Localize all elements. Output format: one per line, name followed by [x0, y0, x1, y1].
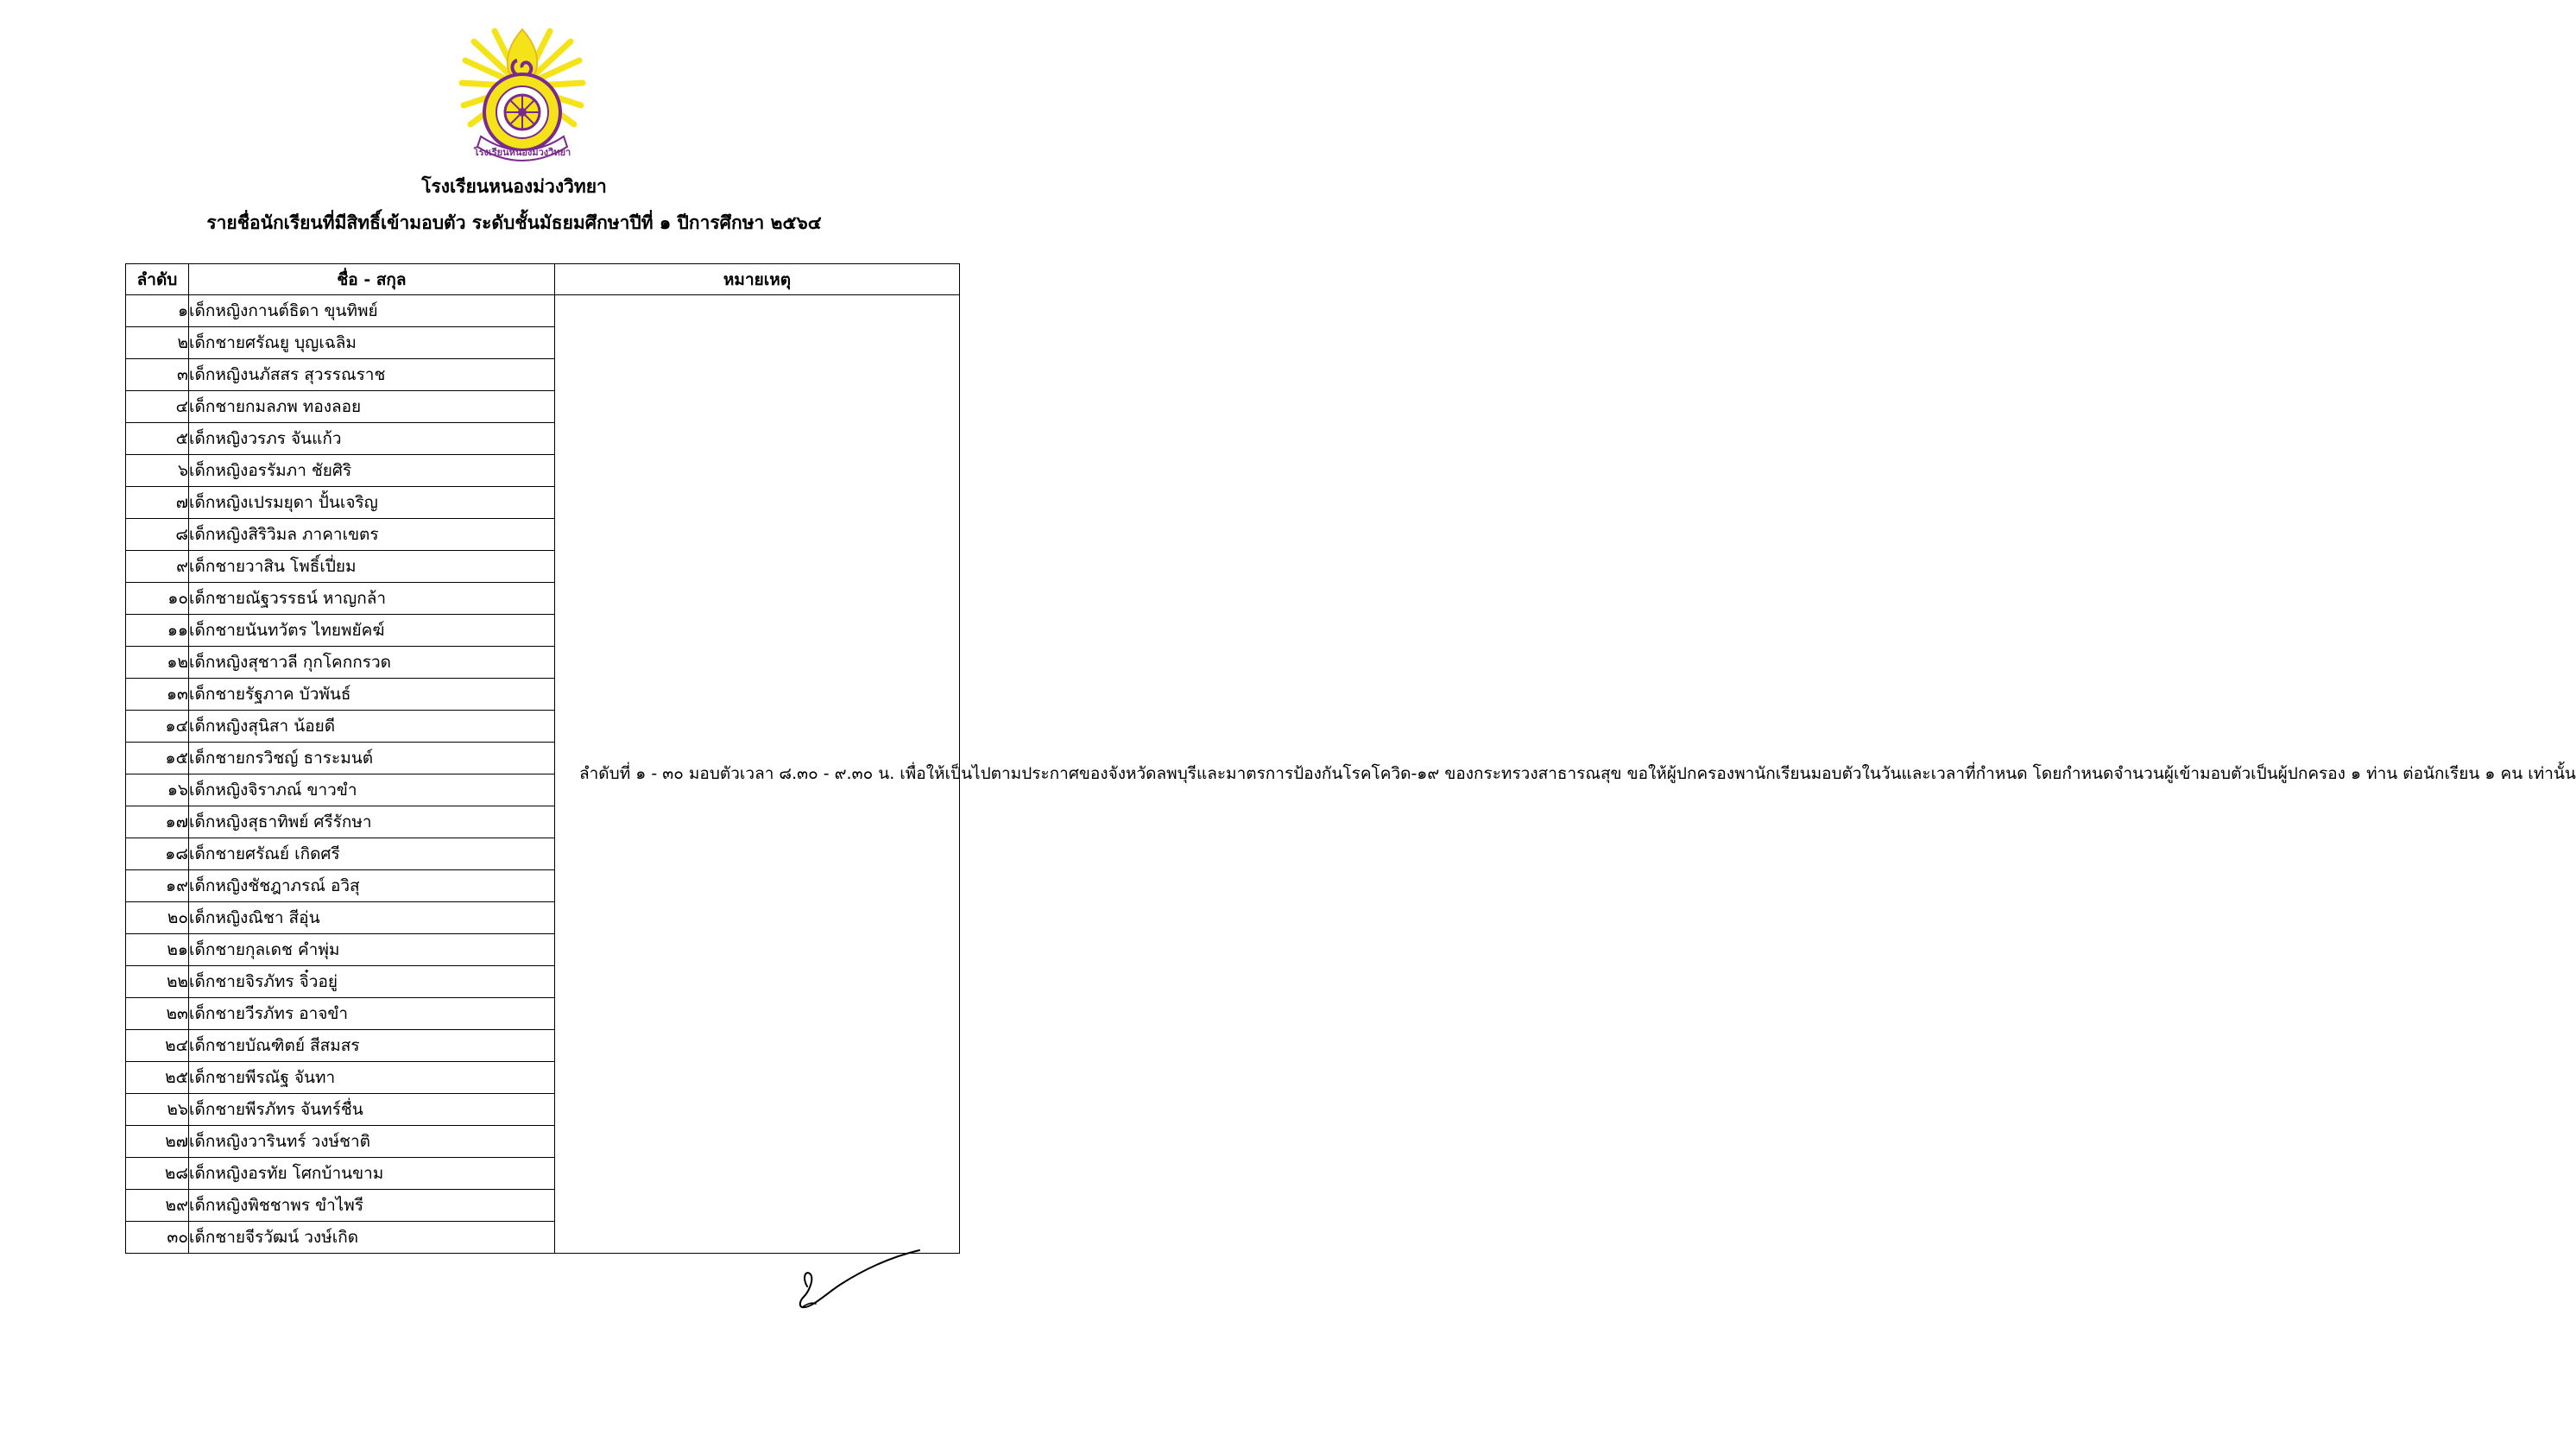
student-name: เด็กหญิงอรทัย โศกบ้านขาม — [189, 1158, 555, 1190]
student-name: เด็กหญิงสุธาทิพย์ ศรีรักษา — [189, 806, 555, 838]
row-number: ๗ — [126, 487, 189, 519]
row-number: ๙ — [126, 551, 189, 583]
student-name: เด็กชายศรัณยู บุญเฉลิม — [189, 327, 555, 359]
row-number: ๑๗ — [126, 806, 189, 838]
row-number: ๒๙ — [126, 1190, 189, 1222]
handwritten-signature-icon — [790, 1243, 928, 1312]
student-name: เด็กหญิงเปรมยุดา ปั้นเจริญ — [189, 487, 555, 519]
column-header-name: ชื่อ - สกุล — [189, 264, 555, 295]
row-number: ๒๐ — [126, 902, 189, 934]
document-title: รายชื่อนักเรียนที่มีสิทธิ์เข้ามอบตัว ระดับชั้นมัธยมศึกษาปีที่ ๑ ปีการศึกษา ๒๕๖๔ — [206, 212, 822, 233]
school-logo — [460, 26, 584, 168]
student-name: เด็กหญิงพิชชาพร ขำไพรี — [189, 1190, 555, 1222]
table-header-row — [126, 264, 960, 295]
student-name: เด็กชายณัฐวรรธน์ หาญกล้า — [189, 583, 555, 615]
remarks-cell — [555, 295, 2576, 1254]
student-name: เด็กชายกมลภพ ทองลอย — [189, 391, 555, 423]
row-number: ๑๖ — [126, 774, 189, 806]
row-number: ๘ — [126, 519, 189, 551]
student-name: เด็กหญิงสุนิสา น้อยดี — [189, 711, 555, 743]
row-number: ๑๐ — [126, 583, 189, 615]
row-number: ๒๓ — [126, 998, 189, 1030]
student-name: เด็กหญิงวารินทร์ วงษ์ชาติ — [189, 1126, 555, 1158]
column-header-note: หมายเหตุ — [555, 264, 960, 295]
table-body — [126, 295, 2576, 1254]
row-number: ๑๒ — [126, 647, 189, 679]
student-name: เด็กหญิงกานต์ธิดา ขุนทิพย์ — [189, 295, 555, 327]
svg-text:โรงเรียนหนองม่วงวิทยา: โรงเรียนหนองม่วงวิทยา — [473, 147, 571, 158]
student-name: เด็กชายวีรภัทร อาจขำ — [189, 998, 555, 1030]
student-name: เด็กชายบัณฑิตย์ สีสมสร — [189, 1030, 555, 1062]
row-number: ๒๘ — [126, 1158, 189, 1190]
row-number: ๑๙ — [126, 870, 189, 902]
student-name: เด็กหญิงนภัสสร สุวรรณราช — [189, 359, 555, 391]
student-name: เด็กหญิงสิริวิมล ภาคาเขตร — [189, 519, 555, 551]
student-name: เด็กชายกรวิชญ์ ธาระมนต์ — [189, 743, 555, 774]
column-header-no: ลำดับ — [126, 264, 189, 295]
student-name: เด็กหญิงจิราภณ์ ขาวขำ — [189, 774, 555, 806]
student-name: เด็กหญิงอรรัมภา ชัยศิริ — [189, 455, 555, 487]
row-number: ๒๔ — [126, 1030, 189, 1062]
table-row — [126, 295, 960, 327]
row-number: ๒๑ — [126, 934, 189, 966]
row-number: ๕ — [126, 423, 189, 455]
row-number: ๒๖ — [126, 1094, 189, 1126]
row-number: ๑๓ — [126, 679, 189, 711]
student-name: เด็กชายวาสิน โพธิ์เปี่ยม — [189, 551, 555, 583]
row-number: ๑๕ — [126, 743, 189, 774]
student-name: เด็กหญิงณิชา สีอุ่น — [189, 902, 555, 934]
student-name: เด็กหญิงสุชาวลี กุกโคกกรวด — [189, 647, 555, 679]
student-roster-table — [125, 263, 2576, 1254]
student-name: เด็กชายศรัณย์ เกิดศรี — [189, 838, 555, 870]
row-number: ๑ — [126, 295, 189, 327]
row-number: ๑๔ — [126, 711, 189, 743]
school-emblem-icon — [460, 26, 584, 168]
row-number: ๑๘ — [126, 838, 189, 870]
row-number: ๒ — [126, 327, 189, 359]
student-name: เด็กชายรัฐภาค บัวพันธ์ — [189, 679, 555, 711]
student-name: เด็กชายนันทวัตร ไทยพยัคฆ์ — [189, 615, 555, 647]
row-number: ๓๐ — [126, 1222, 189, 1254]
row-number: ๒๗ — [126, 1126, 189, 1158]
student-name: เด็กหญิงวรภร จันแก้ว — [189, 423, 555, 455]
school-name: โรงเรียนหนองม่วงวิทยา — [421, 176, 607, 197]
row-number: ๑๑ — [126, 615, 189, 647]
student-name: เด็กชายกุลเดช คำพุ่ม — [189, 934, 555, 966]
row-number: ๓ — [126, 359, 189, 391]
student-name: เด็กหญิงชัชฎาภรณ์ อวิสุ — [189, 870, 555, 902]
row-number: ๒๕ — [126, 1062, 189, 1094]
student-name: เด็กชายจิรภัทร จิ๋วอยู่ — [189, 966, 555, 998]
row-number: ๒๒ — [126, 966, 189, 998]
student-name: เด็กชายพีรภัทร จันทร์ชื่น — [189, 1094, 555, 1126]
signature — [790, 1243, 928, 1312]
row-number: ๖ — [126, 455, 189, 487]
student-name: เด็กชายจีรวัฒน์ วงษ์เกิด — [189, 1222, 555, 1254]
student-name: เด็กชายพีรณัฐ จันทา — [189, 1062, 555, 1094]
remarks-text: ลำดับที่ ๑ - ๓๐ มอบตัวเวลา ๘.๓๐ - ๙.๓๐ น. เพื่อให้เป็นไปตามประกาศของจังหวัดลพบุรีและมาตรการป้องกันโรคโควิด-๑๙ ของกระทรวงสาธารณสุข ขอให้ผู้ปกครองพานักเรียนมอบตัวในวันและเวลาที่กำหนด โดยกำหนดจำนวนผู้เข้ามอบตัวเป็นผู้ปกครอง ๑ ท่าน ต่อนักเรียน ๑ คน เท่านั้น — [579, 764, 2576, 783]
row-number: ๔ — [126, 391, 189, 423]
